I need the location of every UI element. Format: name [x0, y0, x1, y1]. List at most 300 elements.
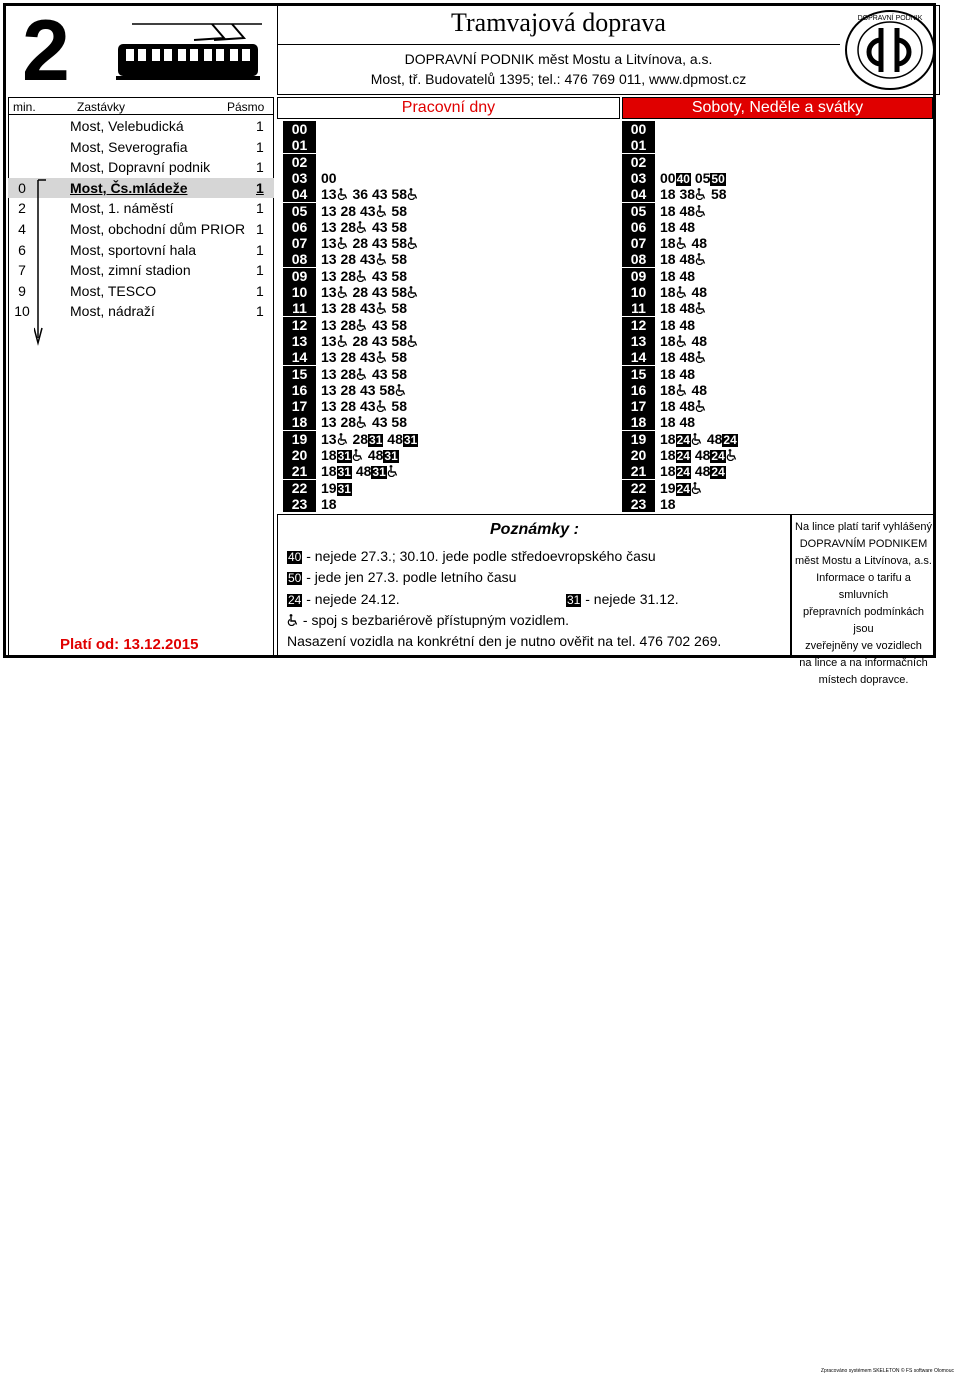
departure-minute: 48: [706, 430, 723, 447]
hour-label: 16: [622, 382, 655, 398]
departures: [660, 463, 726, 479]
hour-label: 20: [283, 447, 316, 463]
departure-minute: 19: [660, 479, 676, 496]
stop-zone: 1: [256, 138, 264, 155]
wheelchair-icon: [387, 465, 399, 477]
departure-minute: 48: [367, 447, 384, 463]
wheelchair-icon: [695, 253, 707, 265]
stop-row: [8, 137, 274, 157]
departure-minute: 48: [679, 316, 696, 333]
departure-minute: 58: [391, 332, 407, 349]
wheelchair-icon: [356, 368, 368, 380]
departure-minute: 18: [660, 186, 676, 203]
hour-label: 11: [622, 300, 655, 316]
wheelchair-icon: [695, 351, 707, 363]
departure-minute: 43: [371, 332, 388, 349]
departure-minute: 48: [691, 381, 708, 398]
departures: [660, 300, 707, 316]
departure-minute: 48: [679, 349, 696, 366]
hour-label: 23: [622, 496, 655, 512]
wheelchair-icon: [376, 351, 388, 363]
note-marker: 31: [403, 432, 418, 447]
departure-minute: 58: [391, 202, 407, 219]
departures: [660, 366, 695, 382]
hour-label: 16: [283, 382, 316, 398]
valid-from: Platí od: 13.12.2015: [60, 636, 199, 653]
departure-minute: 13: [321, 186, 337, 203]
departures: [660, 203, 707, 219]
note-code: 40: [288, 550, 302, 564]
departure-minute: 48: [679, 218, 696, 235]
hour-label: 11: [283, 300, 316, 316]
hour-label: 17: [283, 398, 316, 414]
departure-minute: 18: [660, 300, 676, 317]
departure-minute: 13: [321, 284, 337, 300]
hour-label: 06: [283, 219, 316, 235]
hour-label: 18: [283, 414, 316, 430]
hour-label: 07: [622, 235, 655, 251]
hour-label: 21: [283, 463, 316, 479]
departure-minute: 48: [694, 447, 711, 463]
stop-name: Most, nádraží: [70, 303, 155, 320]
departure-minute: 58: [379, 381, 395, 398]
departure-minute: 58: [391, 284, 407, 300]
tariff-line: měst Mostu a Litvínova, a.s.: [795, 555, 932, 567]
departures: [321, 398, 407, 414]
tariff-line: Na lince platí tarif vyhlášený: [795, 521, 932, 533]
departure-minute: 43: [359, 349, 376, 366]
stop-minute: 0: [18, 179, 26, 196]
note-text: - jede jen 27.3. podle letního času: [306, 569, 517, 585]
stop-zone: 1: [256, 262, 264, 279]
note-marker: 31: [372, 465, 386, 480]
departure-minute: 48: [691, 332, 708, 349]
departure-minute: 18: [660, 495, 676, 512]
departure-minute: 18: [660, 447, 676, 463]
departure-minute: 58: [391, 251, 407, 268]
departure-minute: 18: [660, 430, 676, 447]
note-24: [287, 590, 400, 608]
departure-minute: 18: [660, 235, 676, 252]
stop-zone: 1: [256, 159, 264, 176]
departure-minute: 13: [321, 430, 337, 447]
departure-minute: 18: [660, 267, 676, 284]
departure-minute: 18: [660, 316, 676, 333]
departures: [321, 203, 407, 219]
hour-label: 14: [283, 349, 316, 365]
weekend-header: Soboty, Neděle a svátky: [622, 97, 933, 119]
hour-label: 09: [622, 268, 655, 284]
note-code: 31: [567, 593, 581, 607]
hour-label: 07: [283, 235, 316, 251]
departure-minute: 18: [660, 349, 676, 366]
departure-minute: 28: [340, 316, 357, 333]
note-marker: 24: [676, 481, 690, 496]
note-marker: 31: [337, 449, 351, 463]
departure-minute: 13: [321, 300, 337, 317]
header-divider: [277, 44, 840, 45]
note-marker: 40: [676, 171, 690, 186]
note-marker: 31: [369, 432, 383, 447]
hour-label: 19: [622, 431, 655, 447]
departures: [660, 382, 707, 398]
departures: [660, 235, 707, 251]
departure-minute: 48: [679, 365, 696, 382]
departure-minute: 43: [371, 218, 388, 235]
hour-label: 21: [622, 463, 655, 479]
tram-icon: [112, 22, 264, 84]
departure-minute: 18: [660, 284, 676, 300]
wheelchair-icon: [676, 335, 688, 347]
tariff-line: zveřejněny ve vozidlech: [805, 640, 922, 652]
notes-title: Poznámky :: [490, 521, 579, 538]
departures: [321, 366, 407, 382]
hour-label: 22: [283, 480, 316, 496]
departure-minute: 58: [391, 267, 407, 284]
departures: [660, 219, 695, 235]
departure-minute: 58: [391, 218, 407, 235]
hour-label: 10: [622, 284, 655, 300]
note-text: - nejede 31.12.: [585, 591, 679, 607]
stop-zone: 1: [256, 303, 264, 320]
departure-minute: 18: [660, 251, 676, 268]
departure-minute: 48: [355, 463, 372, 480]
stop-zone: 1: [256, 282, 264, 299]
departure-minute: 48: [679, 202, 696, 219]
note-code: 50: [288, 571, 302, 585]
wheelchair-icon: [337, 335, 349, 347]
departure-minute: 58: [391, 235, 407, 252]
hour-label: 15: [622, 366, 655, 382]
departures: [660, 447, 738, 463]
departure-minute: 13: [321, 251, 337, 268]
hour-label: 17: [622, 398, 655, 414]
wheelchair-icon: [695, 205, 707, 217]
departure-minute: 58: [391, 365, 407, 382]
dpmost-logo: [843, 8, 937, 92]
stop-zone: 1: [256, 179, 264, 196]
departure-minute: 58: [391, 398, 407, 415]
hour-label: 10: [283, 284, 316, 300]
departure-minute: 43: [371, 414, 388, 431]
departure-minute: 48: [691, 235, 708, 252]
departure-minute: 18: [321, 463, 337, 480]
wheelchair-icon: [407, 188, 419, 200]
departures: [321, 300, 407, 316]
departures: [321, 170, 337, 186]
hour-label: 23: [283, 496, 316, 512]
hour-label: 08: [622, 251, 655, 267]
departures: [660, 496, 676, 512]
departure-minute: 48: [679, 414, 696, 431]
company-name: DOPRAVNÍ PODNIK měst Mostu a Litvínova, a.s.: [404, 51, 713, 67]
departure-minute: 13: [321, 218, 337, 235]
departures: [660, 431, 738, 447]
wheelchair-icon: [395, 384, 407, 396]
departure-minute: 48: [387, 430, 403, 447]
departure-minute: 28: [340, 414, 357, 431]
departure-minute: 13: [321, 332, 337, 349]
company-address: Most, tř. Budovatelů 1395; tel.: 476 769 011, www.dpmost.cz: [370, 71, 747, 87]
departure-minute: 48: [679, 300, 696, 317]
departures: [321, 349, 407, 365]
departure-minute: 19: [321, 479, 337, 496]
departure-minute: 28: [340, 218, 357, 235]
wheelchair-icon: [695, 188, 707, 200]
stop-zone: 1: [256, 118, 264, 134]
departures: [660, 251, 707, 267]
departure-minute: 43: [371, 316, 388, 333]
departures: [321, 447, 399, 463]
departure-minute: 28: [340, 381, 357, 398]
stop-row: [8, 157, 274, 177]
stops-header: [8, 97, 274, 115]
wheelchair-icon: [337, 188, 349, 200]
stop-minute: 4: [18, 221, 26, 237]
hour-label: 06: [622, 219, 655, 235]
departure-minute: 28: [340, 398, 357, 415]
departure-minute: 13: [321, 349, 337, 366]
stop-name: Most, Velebudická: [70, 118, 184, 134]
departure-minute: 48: [691, 284, 708, 300]
wheelchair-icon: [352, 449, 364, 461]
wheelchair-icon: [676, 384, 688, 396]
departure-minute: 18: [660, 365, 676, 382]
hour-label: 13: [283, 333, 316, 349]
wheelchair-icon: [356, 270, 368, 282]
departure-minute: 18: [660, 332, 676, 349]
wheelchair-icon: [287, 614, 299, 626]
departure-minute: 58: [710, 186, 727, 203]
stop-minute: 6: [18, 241, 26, 258]
wheelchair-icon: [407, 286, 419, 298]
departures: [660, 333, 707, 349]
hour-label: 13: [622, 333, 655, 349]
departures: [660, 349, 707, 365]
tariff-line: na lince a na informačních: [799, 657, 928, 669]
col-zone-label: Pásmo: [227, 100, 265, 114]
stop-minute: 7: [18, 262, 26, 279]
note-marker: 24: [676, 432, 690, 447]
stop-minute: 10: [14, 303, 30, 320]
note-31: [566, 590, 679, 608]
departure-minute: 58: [391, 349, 407, 366]
wheelchair-icon: [407, 237, 419, 249]
departure-minute: 13: [321, 316, 337, 333]
svg-text:DOPRAVNÍ PODNIK: DOPRAVNÍ PODNIK: [857, 15, 923, 22]
wheelchair-icon: [726, 449, 738, 461]
col-stops-label: Zastávky: [77, 100, 126, 114]
wheelchair-icon: [356, 319, 368, 331]
wheelchair-icon: [356, 416, 368, 428]
departure-minute: 38: [679, 186, 696, 203]
stop-zone: 1: [256, 200, 264, 217]
stop-zone: 1: [256, 241, 264, 258]
departures: [321, 186, 419, 202]
wheelchair-icon: [376, 302, 388, 314]
departures: [321, 414, 407, 430]
departures: [321, 251, 407, 267]
stop-minute: 9: [18, 282, 26, 299]
note-marker: 24: [711, 449, 725, 463]
wheelchair-icon: [695, 302, 707, 314]
departure-minute: 18: [660, 414, 676, 431]
departures: [321, 496, 337, 512]
wheelchair-icon: [695, 400, 707, 412]
departures: [660, 284, 707, 300]
departure-minute: 48: [679, 267, 696, 284]
line-number: 2: [22, 3, 66, 99]
departure-minute: 13: [321, 414, 337, 431]
departure-minute: 28: [352, 235, 369, 252]
stop-name: Most, Čs.mládeže: [70, 179, 188, 196]
departure-minute: 48: [679, 251, 696, 268]
departures: [660, 186, 727, 202]
hour-label: 00: [622, 121, 655, 137]
wheelchair-icon: [676, 237, 688, 249]
hour-label: 05: [622, 203, 655, 219]
departure-minute: 48: [679, 398, 696, 415]
direction-arrow-icon: [34, 178, 54, 348]
departure-minute: 13: [321, 381, 337, 398]
departure-minute: 58: [391, 300, 407, 317]
stop-name: Most, obchodní dům PRIOR: [70, 221, 246, 237]
departure-minute: 43: [359, 398, 376, 415]
departure-minute: 43: [359, 251, 376, 268]
note-marker: 31: [384, 449, 398, 463]
departure-minute: 18: [660, 463, 676, 480]
stop-name: Most, 1. náměstí: [70, 200, 174, 217]
stop-name: Most, zimní stadion: [70, 262, 191, 279]
hour-label: 02: [283, 154, 316, 170]
hour-label: 03: [283, 170, 316, 186]
departure-minute: 13: [321, 267, 337, 284]
page-title: Tramvajová doprava: [451, 8, 666, 37]
wheelchair-icon: [337, 433, 349, 445]
hour-label: 01: [283, 137, 316, 153]
departure-minute: 18: [660, 218, 676, 235]
departure-minute: 43: [359, 381, 376, 398]
departure-minute: 00: [321, 169, 337, 186]
note-50: [287, 568, 516, 586]
departure-minute: 05: [694, 169, 711, 186]
wheelchair-icon: [356, 221, 368, 233]
departure-minute: 18: [660, 381, 676, 398]
note-marker: 50: [711, 171, 725, 186]
departure-minute: 58: [391, 316, 407, 333]
wheelchair-icon: [337, 237, 349, 249]
wheelchair-icon: [337, 286, 349, 298]
wheelchair-icon: [376, 253, 388, 265]
departures: [660, 398, 707, 414]
departure-minute: 18: [660, 398, 676, 415]
departures: [321, 268, 407, 284]
wheelchair-icon: [376, 400, 388, 412]
departures: [321, 333, 419, 349]
departure-minute: 43: [371, 186, 388, 203]
hour-label: 14: [622, 349, 655, 365]
hour-label: 00: [283, 121, 316, 137]
departure-minute: 18: [321, 495, 337, 512]
tariff-line: přepravních podmínkách jsou: [802, 606, 925, 635]
departure-minute: 28: [352, 332, 369, 349]
departure-minute: 58: [391, 186, 407, 203]
stop-name: Most, Dopravní podnik: [70, 159, 211, 176]
departure-minute: 43: [371, 267, 388, 284]
hour-label: 01: [622, 137, 655, 153]
departures: [660, 170, 726, 186]
departures: [321, 219, 407, 235]
hour-label: 12: [622, 317, 655, 333]
departures: [321, 431, 418, 447]
departure-minute: 28: [352, 430, 369, 447]
note-marker: 24: [711, 465, 725, 480]
hour-label: 18: [622, 414, 655, 430]
stop-row: [8, 116, 274, 136]
note-marker: 31: [337, 465, 351, 480]
departure-minute: 28: [340, 365, 357, 382]
departure-minute: 28: [352, 284, 369, 300]
departure-minute: 28: [340, 267, 357, 284]
hour-label: 04: [622, 186, 655, 202]
departure-minute: 18: [660, 202, 676, 219]
departure-minute: 43: [371, 365, 388, 382]
note-marker: 24: [676, 449, 690, 463]
departure-minute: 43: [359, 300, 376, 317]
tariff-line: DOPRAVNÍM PODNIKEM: [799, 538, 928, 550]
departures: [321, 284, 419, 300]
note-text: - nejede 27.3.; 30.10. jede podle středoevropského času: [306, 548, 656, 564]
departures: [660, 317, 695, 333]
departures: [660, 268, 695, 284]
departure-minute: 13: [321, 398, 337, 415]
hour-label: 22: [622, 480, 655, 496]
departures: [660, 414, 695, 430]
note-marker: 24: [676, 465, 690, 480]
departure-minute: 13: [321, 365, 337, 382]
note-text: - spoj s bezbariérově přístupným vozidlem.: [302, 612, 569, 628]
tariff-line: Informace o tarifu a smluvních: [816, 572, 911, 601]
note-marker: 24: [723, 432, 737, 447]
weekday-header: Pracovní dny: [277, 97, 620, 119]
departures: [660, 480, 703, 496]
tariff-line: místech dopravce.: [818, 674, 909, 686]
departure-minute: 48: [694, 463, 711, 480]
stop-name: Most, TESCO: [70, 282, 157, 299]
departure-minute: 28: [340, 251, 357, 268]
tariff-info: [791, 514, 936, 686]
hour-label: 05: [283, 203, 316, 219]
departures: [321, 382, 407, 398]
stop-name: Most, sportovní hala: [70, 241, 197, 258]
col-min-label: min.: [13, 100, 36, 114]
departure-minute: 13: [321, 202, 337, 219]
hour-label: 15: [283, 366, 316, 382]
wheelchair-icon: [676, 286, 688, 298]
hour-label: 19: [283, 431, 316, 447]
departures: [321, 480, 352, 496]
departures: [321, 317, 407, 333]
departure-minute: 36: [352, 186, 369, 203]
note-wheelchair: [287, 611, 569, 629]
wheelchair-icon: [407, 335, 419, 347]
departures: [321, 463, 399, 479]
wheelchair-icon: [376, 205, 388, 217]
departure-minute: 00: [660, 169, 676, 186]
wheelchair-icon: [691, 433, 703, 445]
wheelchair-icon: [691, 482, 703, 494]
footer-credit: Zpracováno systémem SKELETON © FS software Olomouc: [820, 1368, 954, 1374]
